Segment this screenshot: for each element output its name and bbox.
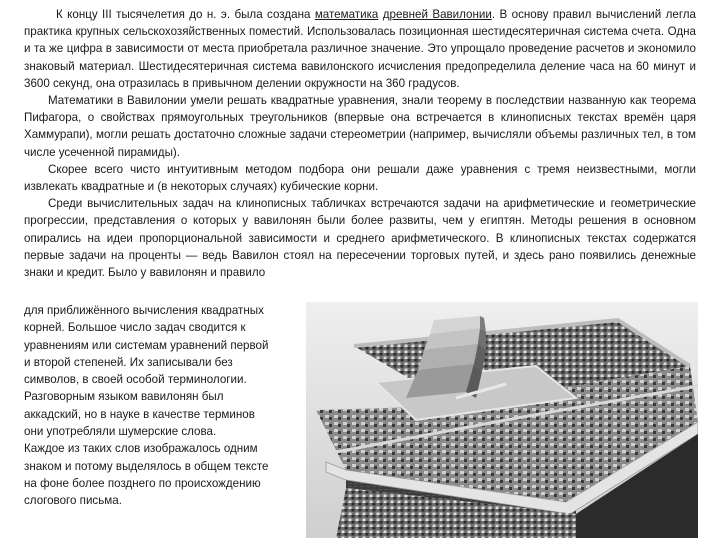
side-text-line: для приближённого вычисления квадратных xyxy=(24,304,264,317)
side-text-line: на фоне более позднего по происхождению xyxy=(24,476,261,490)
paragraph-progressions: Среди вычислительных задач на клинописных табличках встречаются задачи на арифметические и геометрические прогрессии, представления о которых у вавилонян были более развиты, чем у египтян. Методы решения в основном опирались на идеи пропорциональной зависимости и среднего арифметического. В клинописных текстах содержатся первые задачи на проценты — ведь Вавилон стоял на пересечении торговых путей, и здесь рано появились денежные знаки и кредит. Было у вавилонян и правило xyxy=(24,197,696,280)
link-ancient-babylonia[interactable]: древней Вавилонии xyxy=(382,8,492,21)
babylon-city-model-photo xyxy=(306,302,698,538)
paragraph-quadratic-equations: Математики в Вавилонии умели решать квадратные уравнения, знали теорему в последствии названную как теорема Пифагора, о свойствах прямоугольных треугольников (впервые она встречается в клинописных текстах времён царя Хаммурапи), могли решать достаточно сложные задачи стереометрии (например, вычисляли объемы различных тел, в том числе усеченной пирамиды). xyxy=(24,94,696,159)
side-text-line: знаком и потому выделялось в общем тексте xyxy=(24,459,269,473)
paragraph-intuitive-methods: Скорее всего чисто интуитивным методом подбора они решали даже уравнения с тремя неизвестными, могли извлекать квадратные и (в некоторых случаях) кубические корни. xyxy=(24,162,696,194)
side-text-line: аккадский, но в науке в качестве терминов xyxy=(24,407,255,421)
paragraph-babylon-math xyxy=(24,6,696,92)
link-mathematics[interactable]: математика xyxy=(314,8,379,21)
main-text-block xyxy=(24,6,696,281)
side-text-line: символов, в своей особой терминологии. xyxy=(24,373,247,387)
side-text-line: Разговорным языком вавилонян был xyxy=(24,390,224,404)
side-text-line: уравнениям или системам уравнений первой xyxy=(24,338,269,352)
paragraph-1-intro: К концу III тысячелетия до н. э. была создана xyxy=(56,8,315,21)
side-text-line: слогового письма. xyxy=(24,494,122,508)
side-text-line: и второй степеней. Их записывали без xyxy=(24,355,233,369)
side-text-block xyxy=(24,302,306,510)
paragraph-1-rest: . В основу правил вычислений легла практика крупных сельскохозяйственных поместий. Использовалась позиционная шестидесятеричная система счета. Одна и та же цифра в зависимости от места приобретала различное значение. Это упрощало проведение расчетов и экономило знаковый материал. Шестидесятеричная система вавилонского исчисления предопределила деление часа на 60 минут и 3600 секунд, она отразилась в привычном делении окружности на 360 градусов. xyxy=(24,8,696,90)
side-text-line: они употребляли шумерские слова. xyxy=(24,425,217,439)
side-text-line: Каждое из таких слов изображалось одним xyxy=(24,442,258,456)
side-text-line: корней. Большое число задач сводится к xyxy=(24,321,246,335)
